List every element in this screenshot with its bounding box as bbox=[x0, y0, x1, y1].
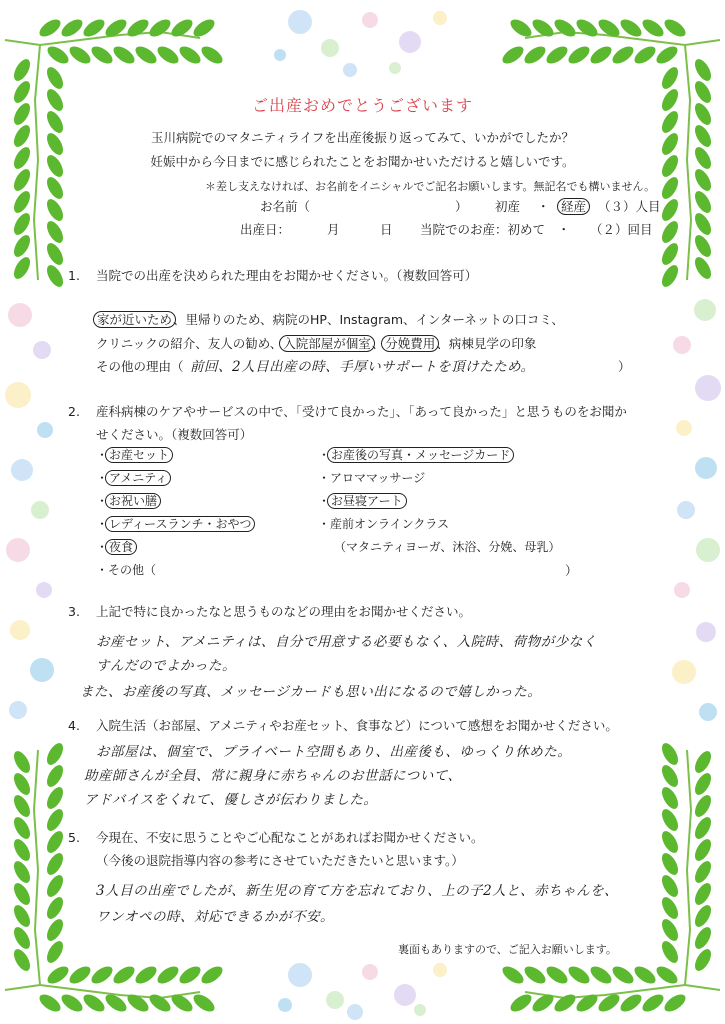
leaf bbox=[640, 991, 667, 1015]
leaf bbox=[155, 43, 182, 67]
vine-bottom-left bbox=[5, 985, 200, 998]
leaf bbox=[692, 792, 715, 819]
multipara-option-circled: 経産 bbox=[557, 198, 590, 215]
polka-dot bbox=[389, 62, 401, 74]
q4-number: 4. bbox=[68, 718, 80, 733]
q1-heading bbox=[68, 266, 477, 284]
polka-dot bbox=[695, 457, 717, 479]
leaf bbox=[45, 963, 72, 987]
leaf bbox=[111, 43, 138, 67]
leaf bbox=[199, 963, 226, 987]
leaf bbox=[59, 16, 86, 40]
leaf bbox=[45, 43, 72, 67]
polka-dot bbox=[347, 1004, 363, 1020]
leaf bbox=[11, 858, 34, 885]
polka-dot bbox=[696, 622, 716, 642]
polka-dot bbox=[673, 336, 691, 354]
leaf bbox=[659, 218, 682, 245]
leaf bbox=[574, 16, 601, 40]
leaf bbox=[659, 762, 682, 789]
polka-dot bbox=[31, 501, 49, 519]
polka-dot bbox=[362, 12, 378, 28]
leaf bbox=[37, 16, 64, 40]
q3-number: 3. bbox=[68, 604, 80, 619]
leaf bbox=[89, 963, 116, 987]
day-label: 日 bbox=[380, 222, 393, 237]
q2-option-online-class: ・ 産前オンラインクラス bbox=[318, 515, 449, 532]
q5-text-2: （今後の退院指導内容の参考にさせていただきたいと思います。） bbox=[96, 853, 464, 868]
leaf bbox=[37, 991, 64, 1015]
q1-option-private-room: 入院部屋が個室 bbox=[279, 335, 375, 352]
q2-other-close: ） bbox=[565, 563, 578, 578]
polka-dot bbox=[362, 964, 378, 980]
leaf bbox=[177, 963, 204, 987]
vine-bottom-right bbox=[525, 985, 720, 998]
q2-option-ladies-lunch: レディースランチ・おやつ bbox=[105, 516, 255, 532]
leaf bbox=[11, 188, 34, 215]
q4-heading bbox=[68, 716, 618, 734]
leaf bbox=[133, 43, 160, 67]
q2-option-nap-art: お昼寝アート bbox=[327, 493, 407, 509]
q2-option-aroma-massage: ・ アロママッサージ bbox=[318, 469, 425, 486]
q2-text-2: せください。（複数回答可） bbox=[96, 427, 253, 442]
hospital-birth-label: 当院でのお産：初めて ・ bbox=[420, 222, 571, 237]
leaf bbox=[177, 43, 204, 67]
leaf bbox=[44, 174, 67, 201]
polka-dot bbox=[278, 998, 292, 1012]
q3-text: 上記で特に良かったなと思うものなどの理由をお聞かせください。 bbox=[96, 604, 472, 619]
q4-answer-line-3: アドバイスをくれて、優しさが伝わりました。 bbox=[84, 792, 378, 808]
leaf bbox=[147, 16, 174, 40]
primipara-option: 初産 bbox=[495, 199, 521, 214]
leaf bbox=[44, 64, 67, 91]
leaf bbox=[654, 43, 681, 67]
q1-sep: 、 bbox=[371, 336, 385, 351]
leaf bbox=[155, 963, 182, 987]
leaf bbox=[44, 850, 67, 877]
leaf bbox=[610, 43, 637, 67]
q1-text: 当院での出産を決められた理由をお聞かせください。（複数回答可） bbox=[96, 268, 478, 283]
leaf bbox=[44, 916, 67, 943]
leaf bbox=[659, 872, 682, 899]
leaf bbox=[692, 880, 715, 907]
leaf bbox=[11, 792, 34, 819]
leaf bbox=[500, 963, 527, 987]
q2-option-birth-set: お産セット bbox=[105, 447, 173, 463]
leaf bbox=[11, 254, 34, 281]
q3-heading bbox=[68, 602, 471, 620]
leaf bbox=[44, 784, 67, 811]
q5-answer-line-2: ワンオペの時、対応できるかが不安。 bbox=[96, 909, 334, 925]
leaf bbox=[692, 232, 715, 259]
polka-dot bbox=[321, 39, 339, 57]
polka-dot bbox=[394, 984, 416, 1006]
leaf bbox=[659, 916, 682, 943]
name-close: ） bbox=[455, 199, 468, 214]
leaf bbox=[11, 946, 34, 973]
q3-answer-line-1: お産セット、アメニティは、自分で用意する必要もなく、入院時、荷物が少なく bbox=[96, 634, 597, 650]
birthday-label: 出産日： bbox=[240, 222, 291, 237]
leaf bbox=[147, 991, 174, 1015]
leaf bbox=[692, 748, 715, 775]
leaf bbox=[552, 16, 579, 40]
intro-line-2: 妊娠中から今日までに感じられたことをお聞かせいただけると嬉しいです。 bbox=[150, 154, 575, 169]
q1-options-suffix-2: 、病棟見学の印象 bbox=[436, 336, 537, 351]
leaf bbox=[59, 991, 86, 1015]
polka-dot bbox=[399, 31, 421, 53]
polka-dot bbox=[5, 382, 31, 408]
polka-dot bbox=[674, 582, 690, 598]
q2-text-1: 産科病棟のケアやサービスの中で、「受けて良かった」、「あって良かった」と思うものをお聞か bbox=[96, 404, 627, 419]
q1-other-close: ） bbox=[618, 359, 631, 374]
leaf bbox=[552, 991, 579, 1015]
leaf bbox=[44, 828, 67, 855]
polka-dot bbox=[696, 538, 720, 562]
month-label: 月 bbox=[327, 222, 340, 237]
vine-top-right bbox=[525, 32, 720, 45]
leaf bbox=[133, 963, 160, 987]
leaf bbox=[111, 963, 138, 987]
leaf bbox=[654, 963, 681, 987]
leaf bbox=[692, 56, 715, 83]
leaf bbox=[662, 16, 689, 40]
polka-dot bbox=[33, 341, 51, 359]
leaf bbox=[632, 43, 659, 67]
leaf bbox=[11, 836, 34, 863]
leaf bbox=[522, 43, 549, 67]
q4-answer-line-2: 助産師さんが全員、常に親身に赤ちゃんのお世話について、 bbox=[84, 768, 462, 784]
leaf bbox=[89, 43, 116, 67]
q2-online-class-detail: （マタニティヨーガ、沐浴、分娩、母乳） bbox=[334, 540, 561, 554]
initials-note: ＊差し支えなければ、お名前をイニシャルでご記名お願いします。無記名でも構いません。 bbox=[205, 180, 656, 193]
q5-number: 5. bbox=[68, 830, 80, 845]
leaf bbox=[44, 240, 67, 267]
leaf bbox=[544, 43, 571, 67]
leaf bbox=[662, 991, 689, 1015]
leaf bbox=[44, 218, 67, 245]
polka-dot bbox=[433, 963, 447, 977]
name-label: お名前（ bbox=[260, 199, 311, 214]
intro-line-1: 玉川病院でのマタニティライフを出産後振り返ってみて、いかがでしたか？ bbox=[150, 130, 574, 145]
leaf bbox=[191, 991, 218, 1015]
leaf bbox=[610, 963, 637, 987]
polka-dot bbox=[672, 660, 696, 684]
polka-dot bbox=[9, 701, 27, 719]
polka-dot bbox=[699, 703, 717, 721]
vine-left-lower bbox=[34, 750, 40, 985]
dot-separator: ・ bbox=[537, 199, 550, 214]
leaf bbox=[659, 64, 682, 91]
leaf bbox=[692, 858, 715, 885]
q2-option-photo-message-card: お産後の写真・メッセージカード bbox=[327, 447, 514, 463]
polka-dot bbox=[343, 63, 357, 77]
leaf bbox=[11, 924, 34, 951]
leaf bbox=[618, 991, 645, 1015]
q5-heading bbox=[68, 828, 484, 846]
leaf bbox=[522, 963, 549, 987]
polka-dot bbox=[288, 963, 312, 987]
polka-dot bbox=[326, 991, 344, 1009]
leaf bbox=[659, 850, 682, 877]
q4-text: 入院生活（お部屋、アメニティやお産セット、食事など）について感想をお聞かせください。 bbox=[96, 718, 618, 733]
leaf bbox=[692, 946, 715, 973]
q1-option-delivery-cost: 分娩費用 bbox=[381, 335, 439, 352]
q2-number: 2. bbox=[68, 404, 80, 419]
leaf bbox=[659, 174, 682, 201]
leaf bbox=[588, 963, 615, 987]
leaf bbox=[659, 828, 682, 855]
polka-dot bbox=[6, 538, 30, 562]
leaf bbox=[125, 16, 152, 40]
page-title: ご出産おめでとうございます bbox=[251, 96, 473, 115]
leaf bbox=[199, 43, 226, 67]
leaf bbox=[44, 740, 67, 767]
polka-dot bbox=[30, 658, 54, 682]
q1-other-label: その他の理由（ bbox=[96, 359, 184, 374]
leaf bbox=[588, 43, 615, 67]
leaf bbox=[659, 938, 682, 965]
leaf bbox=[44, 872, 67, 899]
polka-dot bbox=[676, 420, 692, 436]
leaf bbox=[692, 210, 715, 237]
q2-option-other: ・ その他（ bbox=[96, 561, 156, 578]
polka-dot bbox=[288, 10, 312, 34]
polka-dot bbox=[8, 303, 32, 327]
leaf bbox=[44, 806, 67, 833]
leaf bbox=[500, 43, 527, 67]
leaf bbox=[692, 902, 715, 929]
q5-answer-line-1: 3人目の出産でしたが、新生児の育て方を忘れており、上の子2人と、赤ちゃんを、 bbox=[96, 883, 619, 899]
vine-right-lower bbox=[685, 750, 691, 985]
leaf bbox=[81, 991, 108, 1015]
polka-dot bbox=[694, 299, 716, 321]
leaf bbox=[44, 762, 67, 789]
q4-answer-line-1: お部屋は、個室で、プライベート空間もあり、出産後も、ゆっくり休めた。 bbox=[96, 744, 572, 760]
polka-dot bbox=[677, 501, 695, 519]
leaf bbox=[659, 262, 682, 289]
polka-dot bbox=[36, 582, 52, 598]
leaf bbox=[659, 784, 682, 811]
q3-answer-line-2: すんだのでよかった。 bbox=[96, 658, 236, 674]
leaf bbox=[11, 232, 34, 259]
leaf bbox=[11, 56, 34, 83]
q1-options-line-1 bbox=[96, 310, 564, 328]
leaf bbox=[44, 262, 67, 289]
q1-options-line-2 bbox=[96, 334, 536, 352]
leaf bbox=[11, 166, 34, 193]
polka-dot bbox=[433, 11, 447, 25]
leaf bbox=[508, 991, 535, 1015]
polka-dot bbox=[11, 459, 33, 481]
leaf bbox=[632, 963, 659, 987]
leaf bbox=[544, 963, 571, 987]
leaf bbox=[692, 836, 715, 863]
leaf bbox=[659, 196, 682, 223]
leaf bbox=[67, 963, 94, 987]
polka-dot bbox=[10, 620, 30, 640]
leaf bbox=[566, 963, 593, 987]
leaf bbox=[692, 770, 715, 797]
q1-number: 1. bbox=[68, 268, 80, 283]
vine-top-left bbox=[5, 32, 200, 45]
birth-count: （３）人目 bbox=[598, 199, 661, 214]
footer-note: 裏面もありますので、ご記入お願いします。 bbox=[398, 943, 617, 956]
leaf bbox=[659, 806, 682, 833]
leaf bbox=[640, 16, 667, 40]
leaf bbox=[659, 240, 682, 267]
q1-other-answer: 前回、2人目出産の時、手厚いサポートを頂けたため。 bbox=[190, 359, 535, 375]
leaf bbox=[11, 814, 34, 841]
leaf bbox=[659, 894, 682, 921]
leaf bbox=[11, 902, 34, 929]
leaf bbox=[11, 770, 34, 797]
q2-heading bbox=[68, 402, 627, 420]
q2-option-night-snack: 夜食 bbox=[105, 539, 137, 555]
q1-options-prefix-2: クリニックの紹介、友人の勧め、 bbox=[96, 336, 283, 351]
polka-dot bbox=[695, 375, 721, 401]
q1-option-near-home: 家が近いため bbox=[93, 311, 176, 328]
leaf bbox=[692, 924, 715, 951]
leaf bbox=[692, 188, 715, 215]
q5-text-1: 今現在、不安に思うことやご心配なことがあればお聞かせください。 bbox=[96, 830, 484, 845]
q2-option-amenities: アメニティ bbox=[105, 470, 171, 486]
q3-answer-line-3: また、お産後の写真、メッセージカードも思い出になるので嬉しかった。 bbox=[80, 684, 542, 700]
leaf bbox=[692, 166, 715, 193]
q1-options-rest-1: 、里帰りのため、病院のHP、Instagram、インターネットの口コミ、 bbox=[173, 312, 564, 327]
polka-dot bbox=[274, 49, 286, 61]
leaf bbox=[659, 740, 682, 767]
leaf bbox=[566, 43, 593, 67]
leaf bbox=[11, 210, 34, 237]
leaf bbox=[692, 254, 715, 281]
leaf bbox=[67, 43, 94, 67]
q2-option-celebration-meal: お祝い膳 bbox=[105, 493, 161, 509]
polka-dot bbox=[37, 422, 53, 438]
leaf bbox=[692, 814, 715, 841]
polka-dot bbox=[414, 1004, 426, 1016]
leaf bbox=[11, 880, 34, 907]
leaf bbox=[44, 196, 67, 223]
leaf bbox=[44, 894, 67, 921]
leaf bbox=[44, 938, 67, 965]
leaf bbox=[11, 748, 34, 775]
hospital-birth-count: （２）回目 bbox=[590, 222, 653, 237]
